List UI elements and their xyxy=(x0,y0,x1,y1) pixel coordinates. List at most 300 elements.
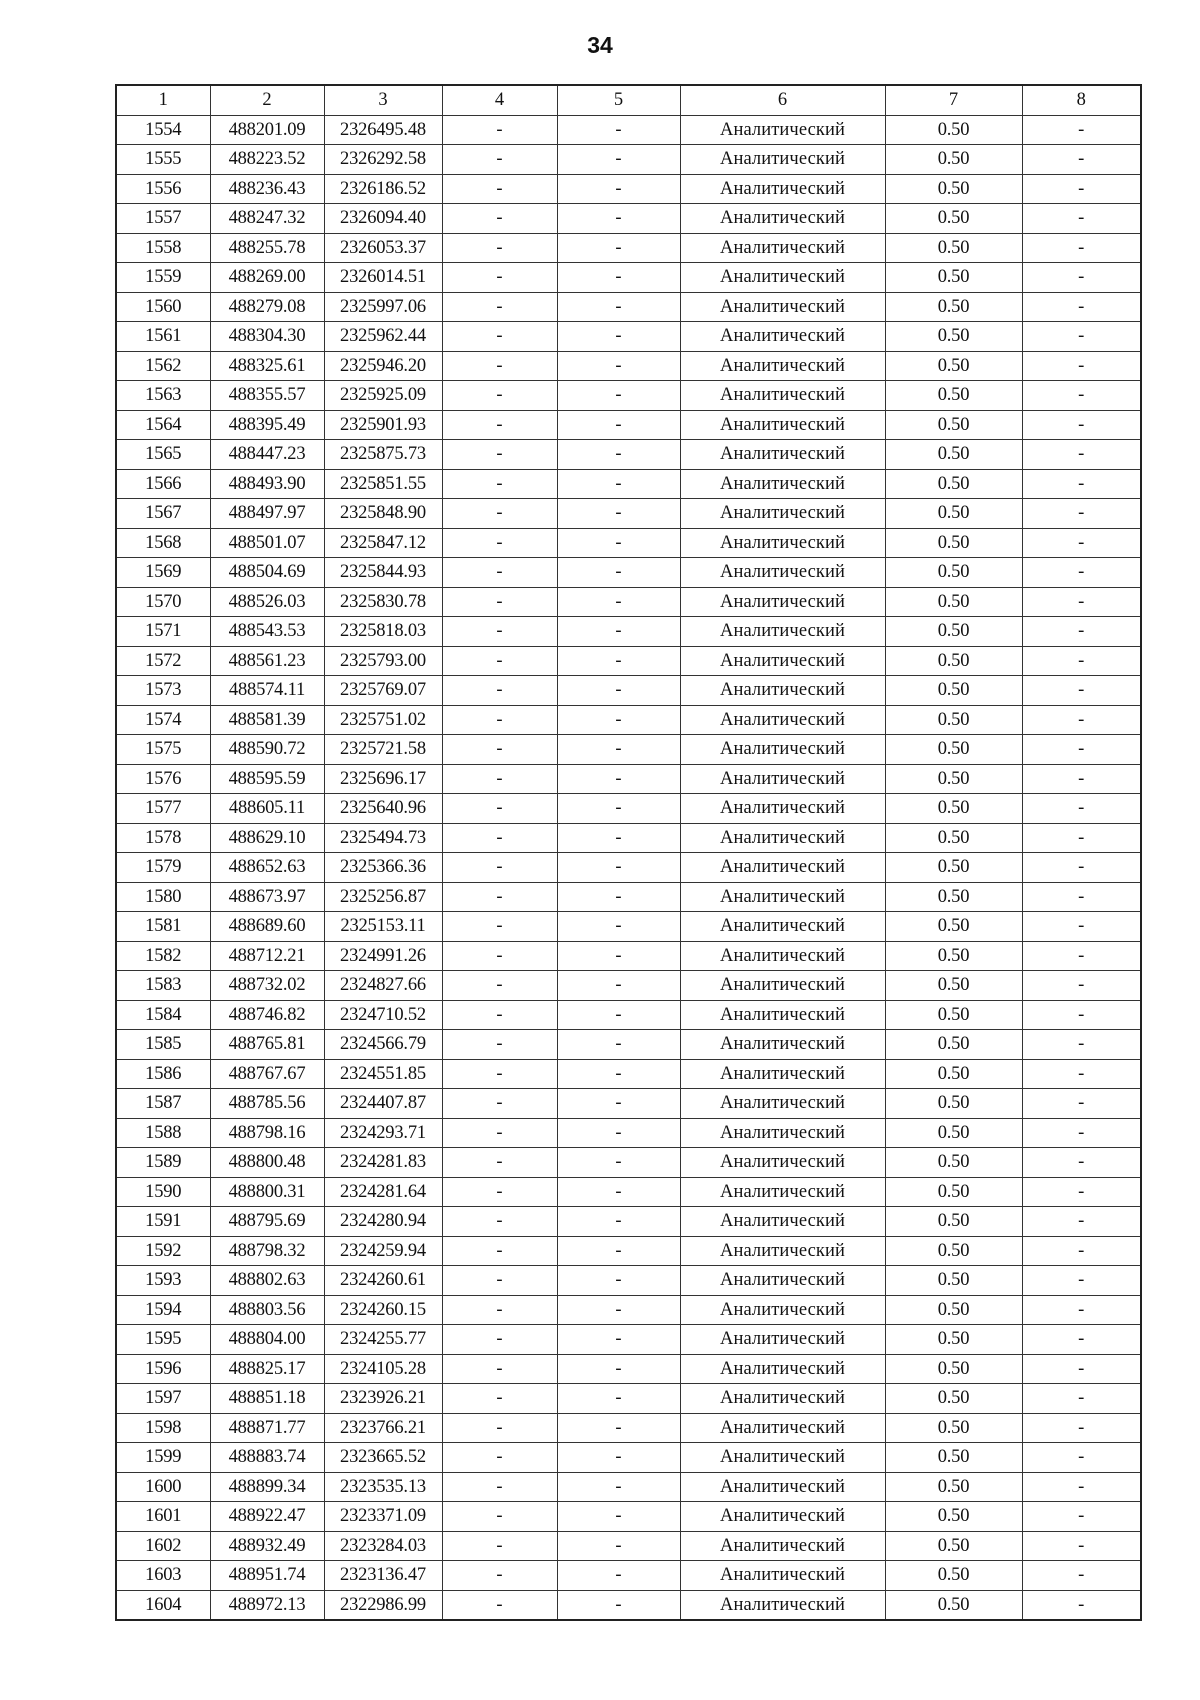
table-row xyxy=(116,1030,1141,1060)
x-coordinate-cell: 488883.74 xyxy=(210,1443,324,1473)
column-8-cell: - xyxy=(1022,587,1141,617)
x-coordinate-cell: 488795.69 xyxy=(210,1207,324,1237)
method-cell: Аналитический xyxy=(680,1354,885,1384)
column-5-cell: - xyxy=(557,587,680,617)
column-5-cell: - xyxy=(557,558,680,588)
point-number-cell: 1573 xyxy=(116,676,210,706)
table-row xyxy=(116,1472,1141,1502)
x-coordinate-cell: 488581.39 xyxy=(210,705,324,735)
point-number-cell: 1591 xyxy=(116,1207,210,1237)
table-row xyxy=(116,1590,1141,1620)
table-row xyxy=(116,1295,1141,1325)
column-header: 1 xyxy=(116,85,210,115)
column-4-cell: - xyxy=(442,204,557,234)
method-cell: Аналитический xyxy=(680,115,885,145)
method-cell: Аналитический xyxy=(680,971,885,1001)
column-8-cell: - xyxy=(1022,351,1141,381)
method-cell: Аналитический xyxy=(680,794,885,824)
accuracy-cell: 0.50 xyxy=(885,882,1022,912)
point-number-cell: 1562 xyxy=(116,351,210,381)
column-8-cell: - xyxy=(1022,646,1141,676)
x-coordinate-cell: 488932.49 xyxy=(210,1531,324,1561)
x-coordinate-cell: 488201.09 xyxy=(210,115,324,145)
column-5-cell: - xyxy=(557,823,680,853)
point-number-cell: 1601 xyxy=(116,1502,210,1532)
y-coordinate-cell: 2323766.21 xyxy=(324,1413,442,1443)
x-coordinate-cell: 488304.30 xyxy=(210,322,324,352)
method-cell: Аналитический xyxy=(680,853,885,883)
point-number-cell: 1584 xyxy=(116,1000,210,1030)
y-coordinate-cell: 2325793.00 xyxy=(324,646,442,676)
column-4-cell: - xyxy=(442,617,557,647)
x-coordinate-cell: 488803.56 xyxy=(210,1295,324,1325)
y-coordinate-cell: 2326186.52 xyxy=(324,174,442,204)
accuracy-cell: 0.50 xyxy=(885,558,1022,588)
column-8-cell: - xyxy=(1022,735,1141,765)
column-5-cell: - xyxy=(557,292,680,322)
accuracy-cell: 0.50 xyxy=(885,1059,1022,1089)
column-5-cell: - xyxy=(557,794,680,824)
column-5-cell: - xyxy=(557,1531,680,1561)
table-row xyxy=(116,1266,1141,1296)
table-row xyxy=(116,853,1141,883)
x-coordinate-cell: 488269.00 xyxy=(210,263,324,293)
column-8-cell: - xyxy=(1022,1089,1141,1119)
column-4-cell: - xyxy=(442,587,557,617)
column-4-cell: - xyxy=(442,499,557,529)
column-5-cell: - xyxy=(557,853,680,883)
x-coordinate-cell: 488800.48 xyxy=(210,1148,324,1178)
column-8-cell: - xyxy=(1022,263,1141,293)
accuracy-cell: 0.50 xyxy=(885,440,1022,470)
table-row xyxy=(116,617,1141,647)
column-8-cell: - xyxy=(1022,1059,1141,1089)
y-coordinate-cell: 2323535.13 xyxy=(324,1472,442,1502)
column-8-cell: - xyxy=(1022,912,1141,942)
column-8-cell: - xyxy=(1022,853,1141,883)
x-coordinate-cell: 488493.90 xyxy=(210,469,324,499)
y-coordinate-cell: 2324827.66 xyxy=(324,971,442,1001)
column-5-cell: - xyxy=(557,1354,680,1384)
accuracy-cell: 0.50 xyxy=(885,469,1022,499)
method-cell: Аналитический xyxy=(680,617,885,647)
x-coordinate-cell: 488447.23 xyxy=(210,440,324,470)
accuracy-cell: 0.50 xyxy=(885,705,1022,735)
column-4-cell: - xyxy=(442,912,557,942)
column-5-cell: - xyxy=(557,1236,680,1266)
method-cell: Аналитический xyxy=(680,764,885,794)
table-row xyxy=(116,764,1141,794)
accuracy-cell: 0.50 xyxy=(885,1561,1022,1591)
column-8-cell: - xyxy=(1022,1177,1141,1207)
column-4-cell: - xyxy=(442,1177,557,1207)
y-coordinate-cell: 2325818.03 xyxy=(324,617,442,647)
y-coordinate-cell: 2325962.44 xyxy=(324,322,442,352)
accuracy-cell: 0.50 xyxy=(885,676,1022,706)
column-8-cell: - xyxy=(1022,322,1141,352)
method-cell: Аналитический xyxy=(680,646,885,676)
method-cell: Аналитический xyxy=(680,1590,885,1620)
column-4-cell: - xyxy=(442,705,557,735)
point-number-cell: 1565 xyxy=(116,440,210,470)
column-header: 2 xyxy=(210,85,324,115)
accuracy-cell: 0.50 xyxy=(885,1325,1022,1355)
point-number-cell: 1583 xyxy=(116,971,210,1001)
x-coordinate-cell: 488629.10 xyxy=(210,823,324,853)
accuracy-cell: 0.50 xyxy=(885,1590,1022,1620)
column-header: 8 xyxy=(1022,85,1141,115)
point-number-cell: 1556 xyxy=(116,174,210,204)
column-4-cell: - xyxy=(442,646,557,676)
accuracy-cell: 0.50 xyxy=(885,1089,1022,1119)
column-header: 5 xyxy=(557,85,680,115)
point-number-cell: 1563 xyxy=(116,381,210,411)
accuracy-cell: 0.50 xyxy=(885,1354,1022,1384)
column-8-cell: - xyxy=(1022,1207,1141,1237)
table-row xyxy=(116,322,1141,352)
column-5-cell: - xyxy=(557,971,680,1001)
x-coordinate-cell: 488247.32 xyxy=(210,204,324,234)
column-8-cell: - xyxy=(1022,1561,1141,1591)
method-cell: Аналитический xyxy=(680,941,885,971)
x-coordinate-cell: 488590.72 xyxy=(210,735,324,765)
y-coordinate-cell: 2325751.02 xyxy=(324,705,442,735)
column-8-cell: - xyxy=(1022,1590,1141,1620)
accuracy-cell: 0.50 xyxy=(885,1000,1022,1030)
column-4-cell: - xyxy=(442,1207,557,1237)
column-8-cell: - xyxy=(1022,1325,1141,1355)
y-coordinate-cell: 2323136.47 xyxy=(324,1561,442,1591)
point-number-cell: 1594 xyxy=(116,1295,210,1325)
column-5-cell: - xyxy=(557,705,680,735)
method-cell: Аналитический xyxy=(680,1030,885,1060)
column-8-cell: - xyxy=(1022,499,1141,529)
table-row xyxy=(116,1118,1141,1148)
point-number-cell: 1580 xyxy=(116,882,210,912)
y-coordinate-cell: 2324281.64 xyxy=(324,1177,442,1207)
column-4-cell: - xyxy=(442,1443,557,1473)
column-4-cell: - xyxy=(442,115,557,145)
method-cell: Аналитический xyxy=(680,1177,885,1207)
y-coordinate-cell: 2325875.73 xyxy=(324,440,442,470)
accuracy-cell: 0.50 xyxy=(885,410,1022,440)
y-coordinate-cell: 2324255.77 xyxy=(324,1325,442,1355)
x-coordinate-cell: 488712.21 xyxy=(210,941,324,971)
x-coordinate-cell: 488325.61 xyxy=(210,351,324,381)
method-cell: Аналитический xyxy=(680,1148,885,1178)
column-8-cell: - xyxy=(1022,174,1141,204)
accuracy-cell: 0.50 xyxy=(885,1148,1022,1178)
table-row xyxy=(116,1531,1141,1561)
point-number-cell: 1574 xyxy=(116,705,210,735)
point-number-cell: 1572 xyxy=(116,646,210,676)
table-row xyxy=(116,1000,1141,1030)
column-5-cell: - xyxy=(557,528,680,558)
column-5-cell: - xyxy=(557,1148,680,1178)
column-8-cell: - xyxy=(1022,1295,1141,1325)
accuracy-cell: 0.50 xyxy=(885,499,1022,529)
column-5-cell: - xyxy=(557,174,680,204)
table-row xyxy=(116,410,1141,440)
column-5-cell: - xyxy=(557,115,680,145)
point-number-cell: 1599 xyxy=(116,1443,210,1473)
column-8-cell: - xyxy=(1022,1413,1141,1443)
column-4-cell: - xyxy=(442,1325,557,1355)
column-5-cell: - xyxy=(557,912,680,942)
table-row xyxy=(116,1148,1141,1178)
accuracy-cell: 0.50 xyxy=(885,1030,1022,1060)
point-number-cell: 1570 xyxy=(116,587,210,617)
method-cell: Аналитический xyxy=(680,174,885,204)
column-5-cell: - xyxy=(557,469,680,499)
y-coordinate-cell: 2326495.48 xyxy=(324,115,442,145)
point-number-cell: 1578 xyxy=(116,823,210,853)
column-5-cell: - xyxy=(557,1590,680,1620)
method-cell: Аналитический xyxy=(680,1472,885,1502)
x-coordinate-cell: 488561.23 xyxy=(210,646,324,676)
point-number-cell: 1589 xyxy=(116,1148,210,1178)
column-8-cell: - xyxy=(1022,1236,1141,1266)
column-4-cell: - xyxy=(442,941,557,971)
method-cell: Аналитический xyxy=(680,1118,885,1148)
y-coordinate-cell: 2324260.61 xyxy=(324,1266,442,1296)
column-8-cell: - xyxy=(1022,1148,1141,1178)
column-4-cell: - xyxy=(442,882,557,912)
column-5-cell: - xyxy=(557,145,680,175)
table-row xyxy=(116,823,1141,853)
column-4-cell: - xyxy=(442,1561,557,1591)
y-coordinate-cell: 2325851.55 xyxy=(324,469,442,499)
accuracy-cell: 0.50 xyxy=(885,1177,1022,1207)
x-coordinate-cell: 488802.63 xyxy=(210,1266,324,1296)
column-8-cell: - xyxy=(1022,528,1141,558)
method-cell: Аналитический xyxy=(680,1295,885,1325)
accuracy-cell: 0.50 xyxy=(885,1472,1022,1502)
column-4-cell: - xyxy=(442,1413,557,1443)
column-5-cell: - xyxy=(557,440,680,470)
method-cell: Аналитический xyxy=(680,351,885,381)
x-coordinate-cell: 488279.08 xyxy=(210,292,324,322)
table-row xyxy=(116,1325,1141,1355)
page-number: 34 xyxy=(587,32,613,58)
table-body xyxy=(116,115,1141,1620)
column-4-cell: - xyxy=(442,1472,557,1502)
point-number-cell: 1600 xyxy=(116,1472,210,1502)
column-4-cell: - xyxy=(442,1236,557,1266)
column-5-cell: - xyxy=(557,204,680,234)
point-number-cell: 1582 xyxy=(116,941,210,971)
method-cell: Аналитический xyxy=(680,1089,885,1119)
accuracy-cell: 0.50 xyxy=(885,351,1022,381)
column-5-cell: - xyxy=(557,1502,680,1532)
column-4-cell: - xyxy=(442,1030,557,1060)
column-4-cell: - xyxy=(442,233,557,263)
accuracy-cell: 0.50 xyxy=(885,912,1022,942)
accuracy-cell: 0.50 xyxy=(885,1207,1022,1237)
table-row xyxy=(116,882,1141,912)
column-8-cell: - xyxy=(1022,381,1141,411)
column-8-cell: - xyxy=(1022,1531,1141,1561)
column-8-cell: - xyxy=(1022,1384,1141,1414)
x-coordinate-cell: 488236.43 xyxy=(210,174,324,204)
column-4-cell: - xyxy=(442,174,557,204)
table-row xyxy=(116,587,1141,617)
y-coordinate-cell: 2325256.87 xyxy=(324,882,442,912)
column-5-cell: - xyxy=(557,263,680,293)
method-cell: Аналитический xyxy=(680,558,885,588)
column-4-cell: - xyxy=(442,971,557,1001)
column-4-cell: - xyxy=(442,1384,557,1414)
table-row xyxy=(116,912,1141,942)
table-row xyxy=(116,1059,1141,1089)
x-coordinate-cell: 488574.11 xyxy=(210,676,324,706)
y-coordinate-cell: 2325848.90 xyxy=(324,499,442,529)
column-8-cell: - xyxy=(1022,1118,1141,1148)
y-coordinate-cell: 2325997.06 xyxy=(324,292,442,322)
method-cell: Аналитический xyxy=(680,735,885,765)
x-coordinate-cell: 488355.57 xyxy=(210,381,324,411)
column-4-cell: - xyxy=(442,351,557,381)
table-row xyxy=(116,941,1141,971)
column-5-cell: - xyxy=(557,676,680,706)
column-5-cell: - xyxy=(557,1000,680,1030)
y-coordinate-cell: 2324551.85 xyxy=(324,1059,442,1089)
point-number-cell: 1558 xyxy=(116,233,210,263)
table-row xyxy=(116,735,1141,765)
column-8-cell: - xyxy=(1022,1472,1141,1502)
accuracy-cell: 0.50 xyxy=(885,1118,1022,1148)
column-5-cell: - xyxy=(557,322,680,352)
point-number-cell: 1590 xyxy=(116,1177,210,1207)
column-5-cell: - xyxy=(557,410,680,440)
column-4-cell: - xyxy=(442,853,557,883)
column-8-cell: - xyxy=(1022,1000,1141,1030)
point-number-cell: 1603 xyxy=(116,1561,210,1591)
table-row xyxy=(116,646,1141,676)
column-5-cell: - xyxy=(557,1472,680,1502)
column-5-cell: - xyxy=(557,1443,680,1473)
method-cell: Аналитический xyxy=(680,882,885,912)
x-coordinate-cell: 488673.97 xyxy=(210,882,324,912)
method-cell: Аналитический xyxy=(680,823,885,853)
x-coordinate-cell: 488732.02 xyxy=(210,971,324,1001)
x-coordinate-cell: 488497.97 xyxy=(210,499,324,529)
column-8-cell: - xyxy=(1022,971,1141,1001)
y-coordinate-cell: 2324260.15 xyxy=(324,1295,442,1325)
method-cell: Аналитический xyxy=(680,1384,885,1414)
x-coordinate-cell: 488652.63 xyxy=(210,853,324,883)
method-cell: Аналитический xyxy=(680,292,885,322)
column-4-cell: - xyxy=(442,1059,557,1089)
column-8-cell: - xyxy=(1022,410,1141,440)
y-coordinate-cell: 2325925.09 xyxy=(324,381,442,411)
coordinates-table xyxy=(115,84,1142,1621)
y-coordinate-cell: 2326053.37 xyxy=(324,233,442,263)
column-4-cell: - xyxy=(442,794,557,824)
y-coordinate-cell: 2323926.21 xyxy=(324,1384,442,1414)
y-coordinate-cell: 2325844.93 xyxy=(324,558,442,588)
x-coordinate-cell: 488543.53 xyxy=(210,617,324,647)
x-coordinate-cell: 488504.69 xyxy=(210,558,324,588)
column-4-cell: - xyxy=(442,322,557,352)
method-cell: Аналитический xyxy=(680,381,885,411)
y-coordinate-cell: 2325830.78 xyxy=(324,587,442,617)
x-coordinate-cell: 488746.82 xyxy=(210,1000,324,1030)
x-coordinate-cell: 488605.11 xyxy=(210,794,324,824)
column-4-cell: - xyxy=(442,1118,557,1148)
column-8-cell: - xyxy=(1022,1443,1141,1473)
column-8-cell: - xyxy=(1022,1502,1141,1532)
method-cell: Аналитический xyxy=(680,263,885,293)
column-8-cell: - xyxy=(1022,617,1141,647)
table-row xyxy=(116,794,1141,824)
method-cell: Аналитический xyxy=(680,1000,885,1030)
x-coordinate-cell: 488595.59 xyxy=(210,764,324,794)
point-number-cell: 1579 xyxy=(116,853,210,883)
accuracy-cell: 0.50 xyxy=(885,115,1022,145)
method-cell: Аналитический xyxy=(680,676,885,706)
table-row xyxy=(116,676,1141,706)
column-8-cell: - xyxy=(1022,676,1141,706)
column-4-cell: - xyxy=(442,1089,557,1119)
accuracy-cell: 0.50 xyxy=(885,735,1022,765)
x-coordinate-cell: 488395.49 xyxy=(210,410,324,440)
point-number-cell: 1571 xyxy=(116,617,210,647)
column-8-cell: - xyxy=(1022,233,1141,263)
table-row xyxy=(116,204,1141,234)
column-8-cell: - xyxy=(1022,794,1141,824)
point-number-cell: 1564 xyxy=(116,410,210,440)
column-4-cell: - xyxy=(442,292,557,322)
y-coordinate-cell: 2322986.99 xyxy=(324,1590,442,1620)
method-cell: Аналитический xyxy=(680,1207,885,1237)
x-coordinate-cell: 488223.52 xyxy=(210,145,324,175)
point-number-cell: 1604 xyxy=(116,1590,210,1620)
column-header: 7 xyxy=(885,85,1022,115)
accuracy-cell: 0.50 xyxy=(885,204,1022,234)
method-cell: Аналитический xyxy=(680,1266,885,1296)
point-number-cell: 1593 xyxy=(116,1266,210,1296)
accuracy-cell: 0.50 xyxy=(885,823,1022,853)
accuracy-cell: 0.50 xyxy=(885,794,1022,824)
column-5-cell: - xyxy=(557,1325,680,1355)
point-number-cell: 1598 xyxy=(116,1413,210,1443)
column-4-cell: - xyxy=(442,145,557,175)
method-cell: Аналитический xyxy=(680,469,885,499)
table-row xyxy=(116,292,1141,322)
method-cell: Аналитический xyxy=(680,1413,885,1443)
point-number-cell: 1561 xyxy=(116,322,210,352)
y-coordinate-cell: 2325946.20 xyxy=(324,351,442,381)
point-number-cell: 1554 xyxy=(116,115,210,145)
column-4-cell: - xyxy=(442,440,557,470)
table-row xyxy=(116,499,1141,529)
column-5-cell: - xyxy=(557,941,680,971)
accuracy-cell: 0.50 xyxy=(885,528,1022,558)
point-number-cell: 1557 xyxy=(116,204,210,234)
table-row xyxy=(116,558,1141,588)
x-coordinate-cell: 488689.60 xyxy=(210,912,324,942)
y-coordinate-cell: 2325640.96 xyxy=(324,794,442,824)
column-5-cell: - xyxy=(557,1561,680,1591)
table-row xyxy=(116,1236,1141,1266)
point-number-cell: 1602 xyxy=(116,1531,210,1561)
accuracy-cell: 0.50 xyxy=(885,1236,1022,1266)
method-cell: Аналитический xyxy=(680,1059,885,1089)
accuracy-cell: 0.50 xyxy=(885,263,1022,293)
column-5-cell: - xyxy=(557,1118,680,1148)
table-row xyxy=(116,528,1141,558)
